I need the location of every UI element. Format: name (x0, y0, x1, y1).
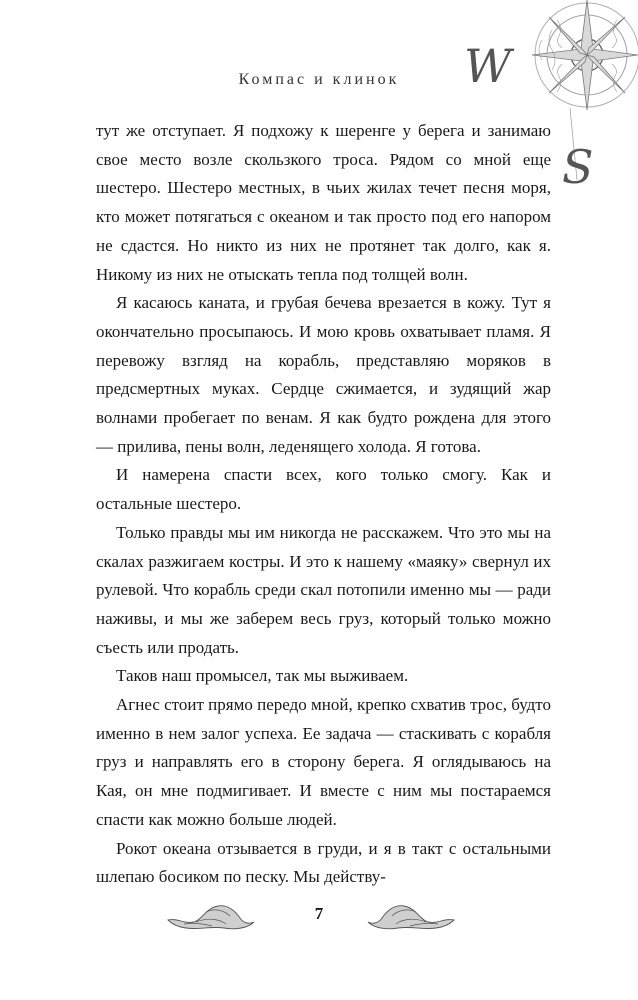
paragraph: тут же отступает. Я подхожу к шеренге у берега и занимаю свое место возле скользкого троса. Рядом со мной еще шестеро. Шестеро местных, в чьих жилах течет песня моря, кто может потягаться с океаном и так просто под его напором не сдастся. Но никто из них не протянет так долго, как я. Никому из них не отыскать тепла под толщей волн. (96, 121, 551, 284)
compass-letter-south: S (562, 140, 594, 190)
paragraph: Рокот океана отзывается в груди, и я в такт с остальными шлепаю босиком по песку. Мы действу- (96, 838, 551, 887)
page-number: 7 (314, 904, 324, 923)
paragraph: Таков наш промысел, так мы выживаем. (116, 666, 409, 686)
paragraph: Я касаюсь каната, и грубая бечева врезается в кожу. Тут я окончательно просыпаюсь. И мою кровь охватывает пламя. Я перевожу взгляд на корабль, представляю моряков в предсмертных муках. Сердце сжимается, и зудящий жар волнами пробегает по венам. Я как будто рождена для этого — прилива, пены волн, леденящего холода. Я готова. (96, 293, 551, 456)
paragraph: Агнес стоит прямо передо мной, крепко схватив трос, будто именно в нем залог успеха. Ее задача — стаскивать с корабля груз и направлять его в сторону берега. Я оглядываюсь на Кая, он мне подмигивает. И вместе с ним мы постараемся спасти как можно больше людей. (96, 695, 551, 829)
running-head-title: Компас и клинок (238, 71, 400, 88)
paragraph: И намерена спасти всех, кого только смогу. Как и остальные шестеро. (96, 465, 551, 514)
wave-ornament-right (366, 898, 456, 934)
paragraph: Только правды мы им никогда не расскажем. Что это мы на скалах разжигаем костры. И это к нашему «маяку» свернул их рулевой. Что корабль среди скал потопили именно мы — ради наживы, и мы же заберем весь груз, который только можно съесть или продать. (96, 522, 551, 657)
compass-letter-west: W (464, 39, 512, 93)
body-text (96, 117, 551, 892)
